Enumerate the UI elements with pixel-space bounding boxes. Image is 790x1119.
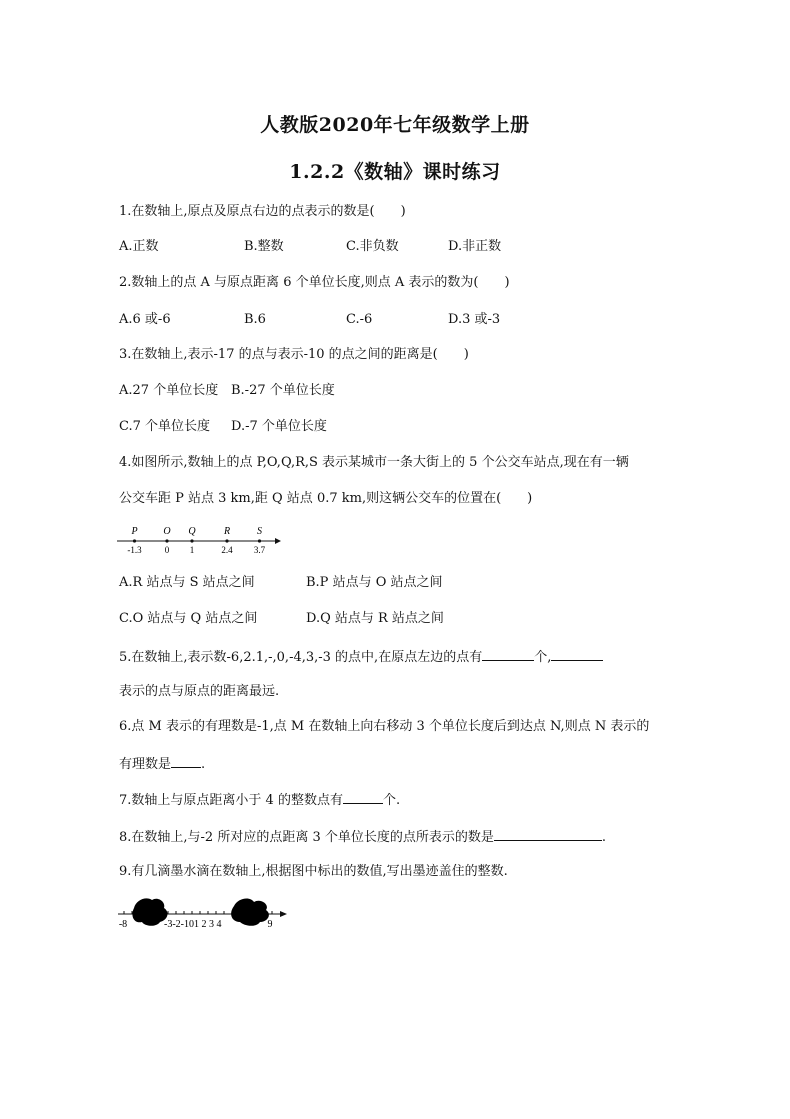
question-7-text-a: 7.数轴上与原点距离小于 4 的整数点有 xyxy=(119,793,343,808)
question-6-text-a: 有理数是 xyxy=(119,757,172,772)
point-s-label: S xyxy=(257,526,262,537)
question-1-option-a: A.正数 xyxy=(119,239,159,254)
question-5-text-b: 个, xyxy=(534,650,552,665)
question-8-text-a: 8.在数轴上,与-2 所对应的点距离 3 个单位长度的点所表示的数是 xyxy=(119,830,494,845)
question-5-blank-1[interactable] xyxy=(482,646,534,661)
point-r-dot xyxy=(225,539,228,542)
question-4-option-d: D.Q 站点与 R 站点之间 xyxy=(306,611,444,626)
question-1-option-b: B.整数 xyxy=(244,239,284,254)
point-q-label: Q xyxy=(188,526,196,537)
question-4-stem-line-2: 公交车距 P 站点 3 km,距 Q 站点 0.7 km,则这辆公交车的位置在( ) xyxy=(119,491,533,506)
ink-blot-right xyxy=(231,899,269,926)
question-3-option-c: C.7 个单位长度 xyxy=(119,419,211,434)
question-7-text-b: 个. xyxy=(382,793,401,808)
question-1-stem: 1.在数轴上,原点及原点右边的点表示的数是( ) xyxy=(119,204,406,219)
question-4-number-line-figure xyxy=(115,524,285,556)
point-o-dot xyxy=(165,539,168,542)
question-3-option-d: D.-7 个单位长度 xyxy=(231,419,327,434)
document-title: 人教版2020年七年级数学上册 xyxy=(260,114,530,136)
question-6-text-b: . xyxy=(201,757,206,772)
point-s-dot xyxy=(258,539,261,542)
question-1-option-c: C.非负数 xyxy=(346,239,399,254)
question-3-option-b: B.-27 个单位长度 xyxy=(231,383,335,398)
question-9-stem: 9.有几滴墨水滴在数轴上,根据图中标出的数值,写出墨迹盖住的整数. xyxy=(119,864,508,879)
point-s-value: 3.7 xyxy=(253,545,266,555)
ink-line-middle-labels: -3-2-101 2 3 4 xyxy=(164,919,222,930)
question-7-line xyxy=(119,789,400,811)
question-8-text-b: . xyxy=(601,830,607,845)
point-r-label: R xyxy=(223,526,231,537)
question-9-ink-number-line-figure xyxy=(112,894,292,934)
question-8-blank[interactable] xyxy=(494,826,602,841)
ink-line-left-label: -8 xyxy=(118,919,128,930)
question-6-line-2 xyxy=(119,753,205,775)
point-p-label: P xyxy=(131,526,138,537)
ink-blot-left xyxy=(132,898,167,925)
question-4-option-a: A.R 站点与 S 站点之间 xyxy=(119,575,255,590)
point-o-value: 0 xyxy=(164,545,170,555)
question-5-blank-2[interactable] xyxy=(551,646,603,661)
point-q-dot xyxy=(190,539,193,542)
question-5-line-1 xyxy=(119,646,603,668)
question-6-line-1: 6.点 M 表示的有理数是-1,点 M 在数轴上向右移动 3 个单位长度后到达点 N,则点 N 表示的 xyxy=(119,719,650,734)
question-2-option-d: D.3 或-3 xyxy=(448,312,501,327)
point-q-value: 1 xyxy=(189,545,195,555)
question-4-option-b: B.P 站点与 O 站点之间 xyxy=(306,575,443,590)
point-p-value: -1.3 xyxy=(127,545,142,555)
question-6-blank[interactable] xyxy=(171,753,201,768)
question-3-stem: 3.在数轴上,表示-17 的点与表示-10 的点之间的距离是( ) xyxy=(119,347,469,362)
question-7-blank[interactable] xyxy=(343,789,383,804)
question-2-stem: 2.数轴上的点 A 与原点距离 6 个单位长度,则点 A 表示的数为( ) xyxy=(119,275,510,290)
document-subtitle: 1.2.2《数轴》课时练习 xyxy=(289,161,501,183)
point-r-value: 2.4 xyxy=(221,545,233,555)
question-8-line xyxy=(119,826,606,848)
question-2-option-c: C.-6 xyxy=(346,312,373,327)
question-5-line-2: 表示的点与原点的距离最远. xyxy=(119,684,280,699)
question-4-option-c: C.O 站点与 Q 站点之间 xyxy=(119,611,258,626)
question-2-option-b: B.6 xyxy=(244,312,266,327)
point-o-label: O xyxy=(163,526,171,537)
question-3-option-a: A.27 个单位长度 xyxy=(119,383,219,398)
point-p-dot xyxy=(133,539,136,542)
question-4-stem-line-1: 4.如图所示,数轴上的点 P,O,Q,R,S 表示某城市一条大街上的 5 个公交车站点,现在有一辆 xyxy=(119,455,629,470)
question-5-text-a: 5.在数轴上,表示数-6,2.1,-,0,-4,3,-3 的点中,在原点左边的点有 xyxy=(119,650,483,665)
question-2-option-a: A.6 或-6 xyxy=(119,312,171,327)
question-1-option-d: D.非正数 xyxy=(448,239,502,254)
ink-line-right-label: 9 xyxy=(267,919,273,930)
